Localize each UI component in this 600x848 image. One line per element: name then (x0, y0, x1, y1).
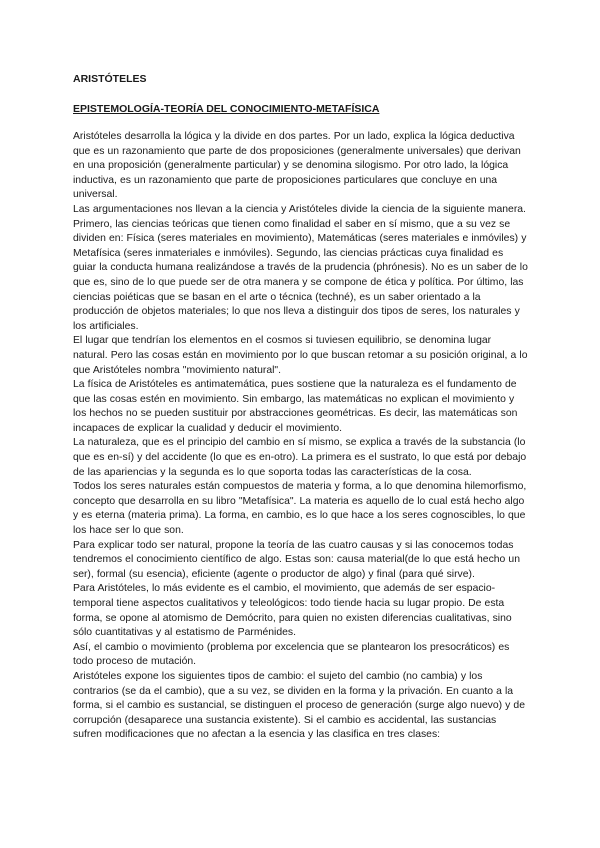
paragraph-natural-place: El lugar que tendrían los elementos en el cosmos si tuviesen equilibrio, se denomina lugar natural. Pero las cosas están en movimiento por lo que buscan retomar a su posición original, a lo que Aristóteles nombra "movimiento natural". (73, 335, 528, 376)
paragraph-nature: La naturaleza, que es el principio del cambio en sí mismo, se explica a través de la substancia (lo que es en-sí) y del accidente (lo que es en-otro). La primera es el sustrato, lo que está por debajo de las apariencias y la segunda es lo que soporta todas las características de la cosa. (73, 437, 527, 478)
document-subtitle: EPISTEMOLOGÍA-TEORÍA DEL CONOCIMIENTO-METAFÍSICA (73, 103, 380, 115)
paragraph-change: Para Aristóteles, lo más evidente es el cambio, el movimiento, que además de ser espacio-temporal tiene aspectos cualitativos y teleológicos: todo tiende hacia su lugar propio. De esta forma, se opone al atomismo de Demócrito, para quien no existen diferencias cualitativas, sino sólo cuantitativas y al estatismo de Parménides. (73, 583, 512, 639)
paragraph-sciences: Las argumentaciones nos llevan a la ciencia y Aristóteles divide la ciencia de la siguiente manera. Primero, las ciencias teóricas que tienen como finalidad el saber en sí mismo, que a su vez se dividen en: Física (seres materiales en movimiento), Matemáticas (seres materiales e inmóviles) y Metafísica (seres inmateriales e inmóviles). Segundo, las ciencias prácticas cuya finalidad es guiar la conducta humana realizándose a través de la prudencia (phrónesis). No es un saber de lo que es, sino de lo que puede ser de otra manera y se compone de ética y política. Por último, las ciencias poiéticas que se basan en el arte o técnica (techné), es un saber orientado a la producción de objetos materiales; lo que nos lleva a distinguir dos tipos de seres, los naturales y los artificiales. (73, 203, 528, 332)
document-page (73, 60, 528, 743)
document-title: ARISTÓTELES (73, 73, 147, 85)
paragraph-hylomorphism: Todos los seres naturales están compuestos de materia y forma, a lo que denomina hilemorfismo, concepto que desarrolla en su libro "Metafísica". La materia es aquello de lo cual está hecho algo y es eterna (materia prima). La forma, en cambio, es lo que hace a los seres cognoscibles, lo que los hace ser lo que son. (73, 481, 527, 537)
paragraph-types-of-change: Aristóteles expone los siguientes tipos de cambio: el sujeto del cambio (no cambia) y los contrarios (se da el cambio), que a su vez, se dividen en la forma y la privación. En cuanto a la forma, si el cambio es sustancial, se distinguen el proceso de generación (surge algo nuevo) y de corrupción (desaparece una sustancia existente). Si el cambio es accidental, las sustancias sufren modificaciones que no afectan a la esencia y las clasifica en tres clases: (73, 670, 525, 741)
paragraph-four-causes: Para explicar todo ser natural, propone la teoría de las cuatro causas y si las conocemos todas tendremos el conocimiento científico de algo. Estas son: causa material(de lo que está hecho un ser), formal (su esencia), eficiente (agente o productor de algo) y final (para qué sirve). (73, 539, 520, 580)
paragraph-physics: La física de Aristóteles es antimatemática, pues sostiene que la naturaleza es el fundamento de que las cosas estén en movimiento. Sin embargo, las matemáticas no explican el movimiento y los hechos no se pueden sustituir por abstracciones geométricas. Es decir, las matemáticas son incapaces de explicar la cualidad y deducir el movimiento. (73, 379, 518, 434)
paragraph-movement: Así, el cambio o movimiento (problema por excelencia que se plantearon los presocráticos) es todo proceso de mutación. (73, 641, 510, 668)
paragraph-logic: Aristóteles desarrolla la lógica y la divide en dos partes. Por un lado, explica la lógica deductiva que es un razonamiento que parte de dos proposiciones (generalmente universales) que derivan en una proposición (generalmente particular) y se denomina silogismo. Por otro lado, la lógica inductiva, es un razonamiento que parte de proposiciones particulares que concluye en una universal. (73, 131, 521, 201)
